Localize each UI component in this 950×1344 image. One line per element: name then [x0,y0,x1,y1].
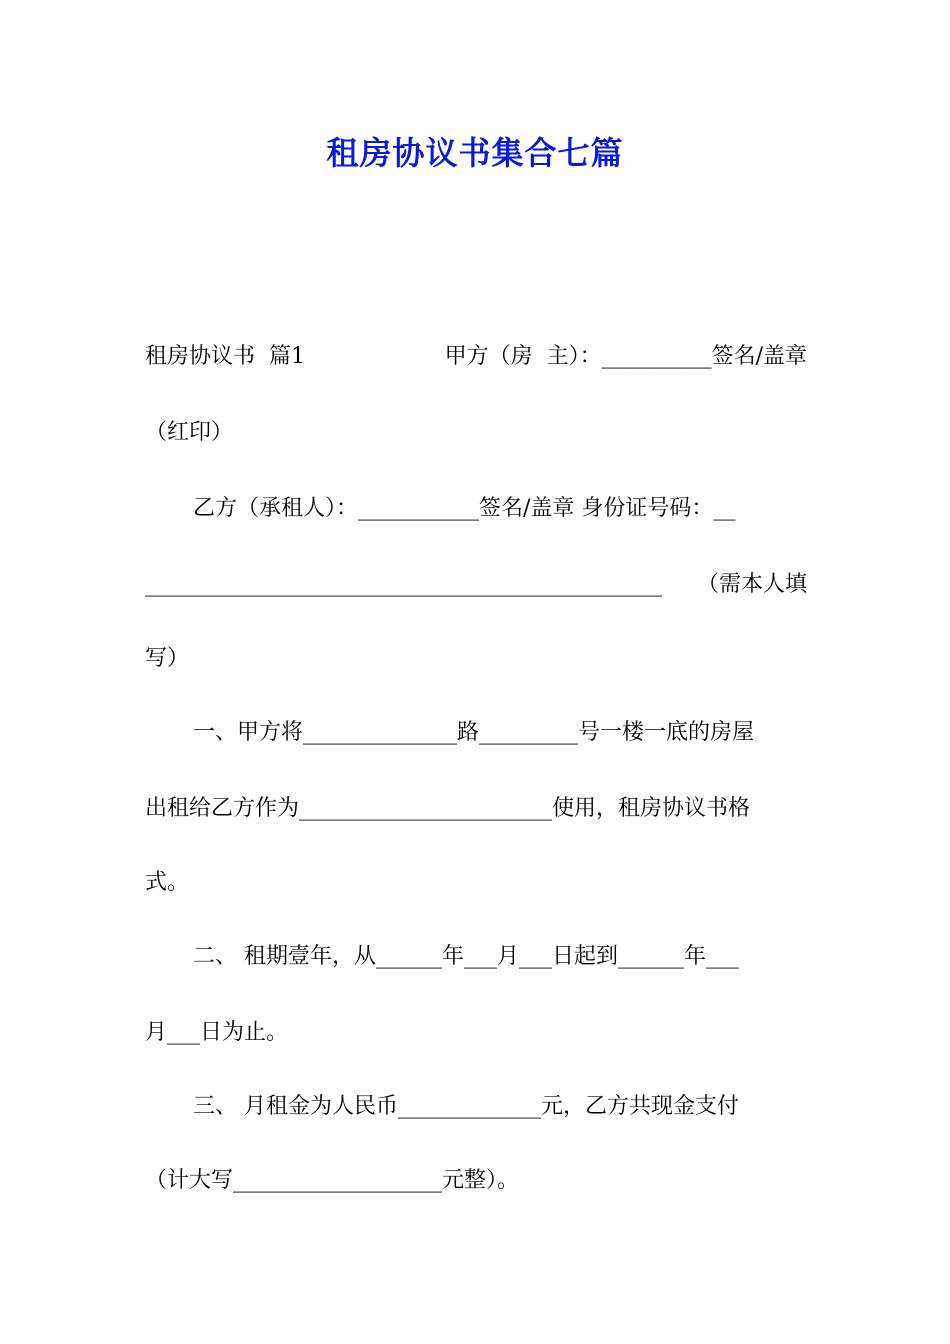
page-title: 租房协议书集合七篇 [326,134,624,172]
id-number-note: （需本人填 [696,572,807,597]
party-a-field: 甲方（房 主）：__________签名/盖章 [444,344,807,369]
clause-one-continued: 出租给乙方作为_______________________使用，租房协议书格 [145,796,751,821]
text-line: （红印） [145,420,234,445]
section-heading: 租房协议书 篇1 [145,344,305,369]
clause-one-line: 一、甲方将______________路_________号一楼一底的房屋 [193,720,755,745]
paragraph-heading-line [145,342,807,372]
text-line: 式。 [145,870,190,895]
clause-two-continued: 月___日为止。 [145,1020,289,1045]
text-line: 写） [145,646,190,671]
clause-three-line: 三、 月租金为人民币_____________元，乙方共现金支付 [193,1094,739,1119]
id-number-line [145,570,807,600]
clause-three-continued: （计大写___________________元整）。 [145,1168,520,1193]
clause-two-line: 二、 租期壹年，从______年___月___日起到______年___ [193,944,739,969]
id-number-blank: _______________________________________________ [145,572,662,597]
party-b-line: 乙方（承租人）：___________签名/盖章 身份证号码：__ [193,496,736,521]
